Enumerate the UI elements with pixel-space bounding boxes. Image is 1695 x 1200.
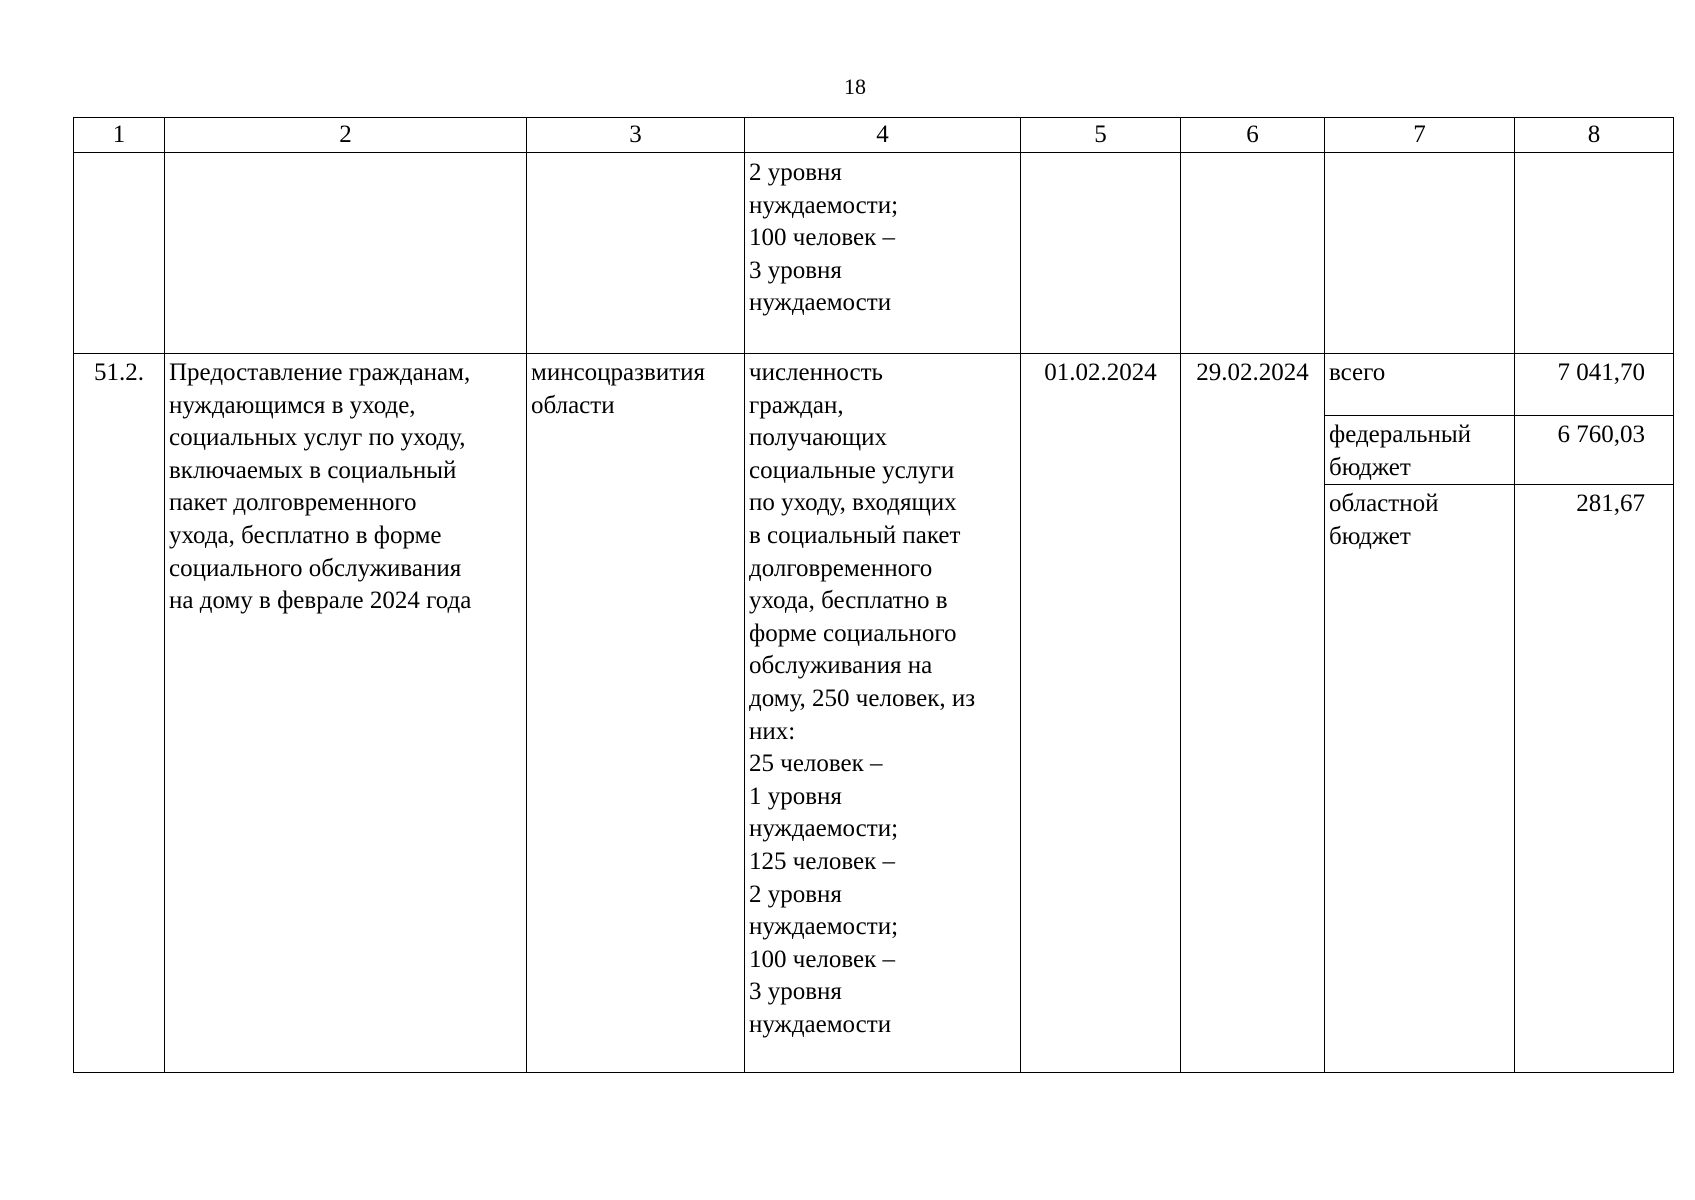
column-header: 4 [745,118,1021,153]
text-line: 125 человек – [749,847,896,875]
funding-source-federal [1325,416,1515,485]
text-line: нуждаемости [749,289,892,317]
funding-source-regional [1325,485,1515,1073]
entry-description [165,354,527,1073]
text-line: дому, 250 человек, из [749,684,976,712]
text-line: нуждаемости [749,1010,892,1038]
entry-row [74,354,1674,416]
cell-empty [1325,153,1515,354]
cell-empty [527,153,745,354]
text-line: 100 человек – [749,945,896,973]
text-line: области [531,391,615,419]
text-line: на дому в феврале 2024 года [169,587,472,615]
text-line: областной [1329,490,1439,518]
column-header: 2 [165,118,527,153]
text-line: 25 человек – [749,750,883,778]
text-line: нуждаемости; [749,815,899,843]
entry-indicator [745,354,1021,1073]
text-line: 2 уровня [749,880,842,908]
text-line: 2 уровня [749,159,842,186]
text-line: 3 уровня [749,256,842,284]
text-line: ухода, бесплатно в [749,587,948,615]
text-line: 1 уровня [749,782,842,810]
text-line: граждан, [749,391,844,419]
plan-table [73,117,1674,1073]
text-line: 3 уровня [749,978,842,1006]
text-line: долговременного [749,554,933,582]
cell-empty [1181,153,1325,354]
column-header: 7 [1325,118,1515,153]
text-line: форме социального [749,619,957,647]
text-line: нуждаемости; [749,913,899,941]
column-number-row [74,118,1674,153]
text-line: бюджет [1329,522,1411,550]
cell-empty [1515,153,1674,354]
text-line: социальные услуги [749,456,955,484]
entry-executor [527,354,745,1073]
continuation-indicator-cell [745,153,1021,354]
cell-empty [165,153,527,354]
text-line: социального обслуживания [169,554,462,582]
cell-empty [1021,153,1181,354]
text-line: них: [749,717,796,745]
text-line: в социальный пакет [749,521,961,549]
funding-amount-total: 7 041,70 [1515,354,1674,416]
text-line: федеральный [1329,421,1472,448]
text-line: численность [749,359,883,386]
text-line: нуждаемости; [749,191,899,219]
text-line: минсоцразвития [531,359,706,386]
start-date: 01.02.2024 [1021,354,1181,1073]
column-header: 3 [527,118,745,153]
text-line: всего [1329,359,1386,386]
text-line: пакет долговременного [169,489,417,517]
text-line: нуждающимся в уходе, [169,391,416,419]
end-date: 29.02.2024 [1181,354,1325,1073]
funding-source-total [1325,354,1515,416]
text-line: ухода, бесплатно в форме [169,521,442,549]
column-header: 5 [1021,118,1181,153]
text-line: социальных услуг по уходу, [169,424,466,452]
entry-number: 51.2. [74,354,165,1073]
column-header: 6 [1181,118,1325,153]
text-line: Предоставление гражданам, [169,359,471,386]
cell-empty [74,153,165,354]
continuation-row [74,153,1674,354]
column-header: 8 [1515,118,1674,153]
text-line: 100 человек – [749,224,896,252]
text-line: включаемых в социальный [169,456,457,484]
text-line: обслуживания на [749,652,933,680]
column-header: 1 [74,118,165,153]
funding-amount-regional: 281,67 [1515,485,1674,1073]
page-number: 18 [844,74,866,99]
funding-amount-federal: 6 760,03 [1515,416,1674,485]
text-line: бюджет [1329,453,1411,481]
text-line: по уходу, входящих [749,489,957,517]
text-line: получающих [749,424,888,452]
